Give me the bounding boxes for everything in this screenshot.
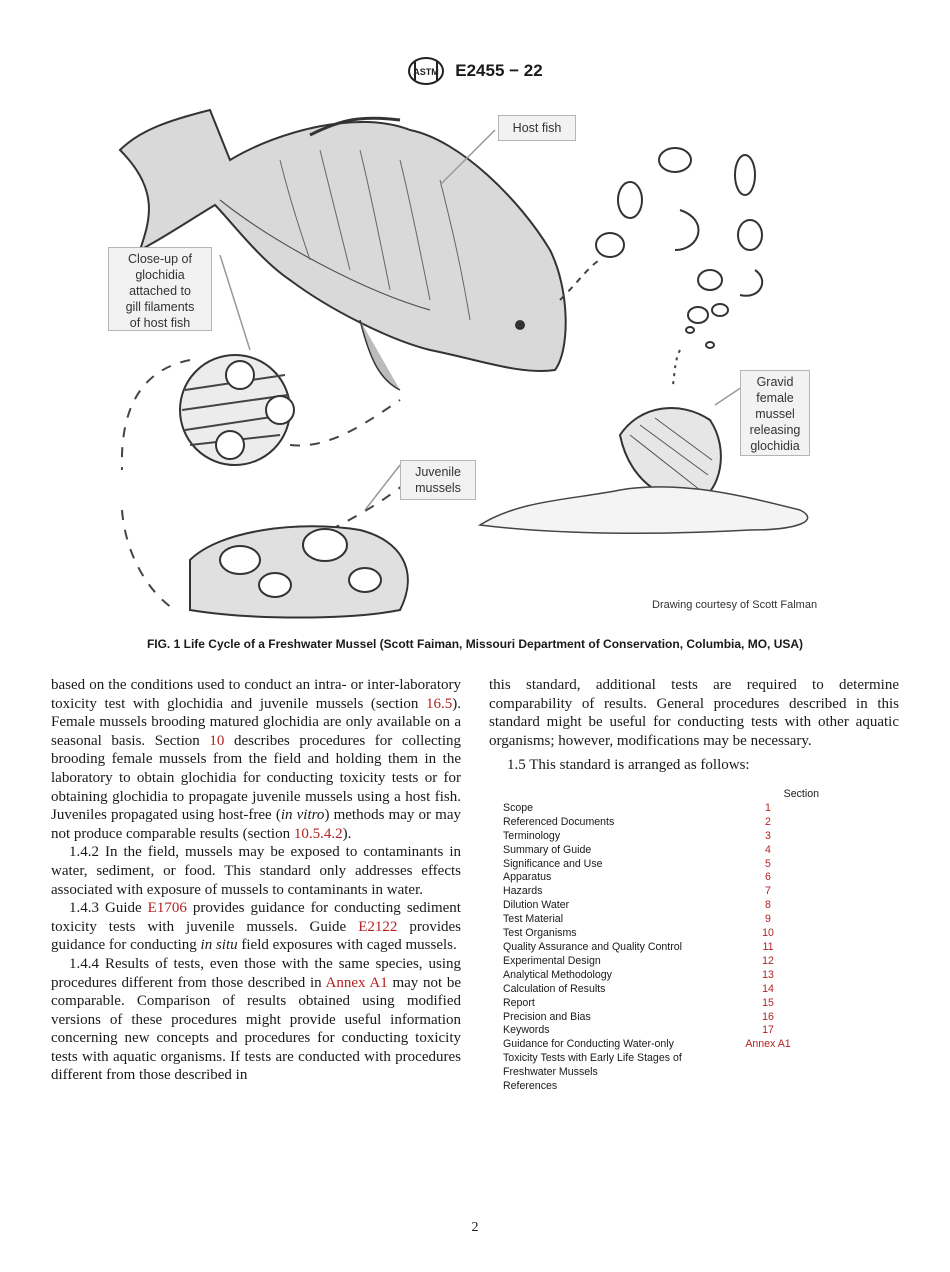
- juvenile-mussels-drawing: [190, 526, 408, 617]
- section-number-link[interactable]: 9: [765, 913, 771, 926]
- page-number: 2: [471, 1220, 479, 1235]
- section-number-link[interactable]: 2: [765, 815, 771, 828]
- section-table-header: Section: [783, 788, 819, 800]
- section-title: Keywords: [503, 1024, 550, 1037]
- section-table-row: [503, 858, 843, 872]
- section-title: Summary of Guide: [503, 843, 592, 856]
- gravid-label-line: releasing: [749, 423, 801, 437]
- juvenile-label-line: mussels: [415, 481, 461, 495]
- section-table-row: [503, 885, 843, 899]
- guide-link[interactable]: E2122: [358, 918, 398, 935]
- closeup-label-line: attached to: [129, 284, 191, 298]
- gravid-label-line: glochidia: [750, 439, 800, 453]
- section-title: Scope: [503, 801, 534, 814]
- guide-link[interactable]: E1706: [147, 900, 187, 917]
- section-number-link[interactable]: 5: [765, 857, 771, 870]
- juvenile-mussels-label: [400, 460, 476, 500]
- section-table-row: [503, 941, 843, 955]
- section-title: Test Material: [503, 913, 564, 926]
- section-title: Precision and Bias: [503, 1010, 591, 1023]
- closeup-label: [108, 247, 212, 331]
- section-table-row: [503, 830, 843, 844]
- host-fish-label-text: Host fish: [512, 121, 562, 135]
- section-table-row: [503, 969, 843, 983]
- section-number-link[interactable]: 11: [762, 940, 774, 953]
- section-number-link[interactable]: 4: [765, 843, 771, 856]
- section-number-link[interactable]: 1: [765, 801, 771, 814]
- section-table-row: [503, 997, 843, 1011]
- page-header: [0, 56, 950, 86]
- gravid-label-line: mussel: [755, 407, 795, 421]
- section-link[interactable]: 10: [209, 732, 225, 749]
- section-number-link[interactable]: 10: [762, 927, 774, 940]
- section-title: Dilution Water: [503, 899, 570, 912]
- section-table-row: [503, 871, 843, 885]
- paragraph: 1.4.2 In the field, mussels may be exposed to contaminants in water, sediment, or food. This standard only addresses effects associated with exposure of mussels to contaminants in water.: [51, 844, 461, 898]
- left-column: [51, 676, 461, 1085]
- standard-code: E2455 − 22: [455, 61, 543, 80]
- section-title: References: [503, 1080, 558, 1093]
- section-title: Hazards: [503, 885, 543, 898]
- section-table: [503, 788, 843, 1094]
- section-number-link[interactable]: 3: [765, 829, 771, 842]
- closeup-label-line: gill filaments: [125, 300, 195, 314]
- juvenile-label-line: Juvenile: [415, 465, 461, 479]
- section-table-row: [503, 1080, 843, 1094]
- section-table-row: [503, 983, 843, 997]
- section-table-row: [503, 802, 843, 816]
- section-number-link[interactable]: 12: [762, 954, 774, 967]
- section-number-link[interactable]: 13: [762, 968, 774, 981]
- section-table-row: [503, 1011, 843, 1025]
- figure-caption: FIG. 1 Life Cycle of a Freshwater Mussel (Scott Faiman, Missouri Department of Conservation, Columbia, MO, USA): [146, 637, 804, 651]
- glochidia-cloud: [596, 148, 762, 348]
- section-number-link[interactable]: Annex A1: [745, 1038, 791, 1051]
- section-title: Referenced Documents: [503, 815, 615, 828]
- section-number-link[interactable]: 16: [762, 1010, 774, 1023]
- closeup-label-line: Close-up of: [128, 252, 192, 266]
- right-column: [489, 676, 899, 775]
- closeup-circle: [180, 355, 294, 465]
- section-link[interactable]: 16.5: [426, 695, 453, 712]
- section-table-row: [503, 816, 843, 830]
- section-table-row: [503, 1024, 843, 1038]
- paragraph: based on the conditions used to conduct an intra- or inter-laboratory toxicity test with glochidia and juvenile mussels (section 16.5). Female mussels brooding matured glochidia are only available on a seasonal basis. Section 10 describes procedures for collecting brooding female mussels from the field and holding them in the laboratory to obtain glochidia for conducting toxicity tests or for obtaining glochidia to propagate juvenile mussels using a host fish. Juveniles propagated using host-free (in vitro) methods may or may not produce comparable results (section 10.5.4.2).: [51, 677, 461, 842]
- figure-credit: Drawing courtesy of Scott Falman: [652, 599, 818, 611]
- host-fish-label: [498, 115, 576, 141]
- annex-link[interactable]: Annex A1: [325, 974, 388, 991]
- paragraph: this standard, additional tests are required to determine comparability of results. General procedures described in this standard might be useful for conducting tests with other aquatic organisms; however, modifications may be necessary.: [489, 677, 899, 749]
- section-number-link[interactable]: 14: [762, 982, 774, 995]
- paragraph: 1.4.3 Guide E1706 provides guidance for conducting sediment toxicity tests with juvenile mussels. Guide E2122 provides guidance for conducting in situ field exposures with caged mussels.: [51, 900, 461, 954]
- section-table-row: [503, 955, 843, 969]
- section-table-row: [503, 1038, 843, 1080]
- section-number-link[interactable]: [693, 1080, 843, 1094]
- section-title: Report: [503, 996, 535, 1009]
- section-title: Analytical Methodology: [503, 968, 612, 981]
- section-table-row: [503, 899, 843, 913]
- section-title: Terminology: [503, 829, 561, 842]
- section-title: Guidance for Conducting Water-only Toxicity Tests with Early Life Stages of Freshwater Mussels: [503, 1038, 682, 1079]
- section-title: Calculation of Results: [503, 982, 606, 995]
- section-number-link[interactable]: 17: [762, 1024, 774, 1037]
- section-title: Quality Assurance and Quality Control: [503, 940, 683, 953]
- section-number-link[interactable]: 15: [762, 996, 774, 1009]
- gravid-label-line: Gravid: [756, 375, 794, 389]
- gravid-mussel-label: [740, 370, 810, 456]
- astm-logo-text: ASTM: [413, 67, 440, 77]
- closeup-label-line: of host fish: [129, 316, 191, 330]
- closeup-label-line: glochidia: [135, 268, 185, 282]
- section-title: Significance and Use: [503, 857, 603, 870]
- section-link[interactable]: 10.5.4.2: [293, 825, 343, 842]
- paragraph: 1.4.4 Results of tests, even those with the same species, using procedures different from those described in Annex A1 may not be comparable. Comparison of results obtained using modified versions of these procedures might provide useful information concerning new concepts and procedures for conducting toxicity tests with aquatic organisms. If tests are conducted with procedures different from those described in: [51, 955, 461, 1084]
- section-title: Apparatus: [503, 871, 552, 884]
- astm-logo-icon: [407, 56, 445, 86]
- section-table-row: [503, 844, 843, 858]
- section-number-link[interactable]: 7: [765, 885, 771, 898]
- section-table-row: [503, 927, 843, 941]
- section-title: Experimental Design: [503, 954, 601, 967]
- section-table-row: [503, 913, 843, 927]
- life-cycle-drawing: [100, 90, 850, 630]
- section-title: Test Organisms: [503, 927, 577, 940]
- life-cycle-figure: [100, 90, 850, 630]
- section-number-link[interactable]: 8: [765, 899, 771, 912]
- gravid-label-line: female: [756, 391, 794, 405]
- paragraph: 1.5 This standard is arranged as follows:: [507, 757, 750, 774]
- section-number-link[interactable]: 6: [765, 871, 771, 884]
